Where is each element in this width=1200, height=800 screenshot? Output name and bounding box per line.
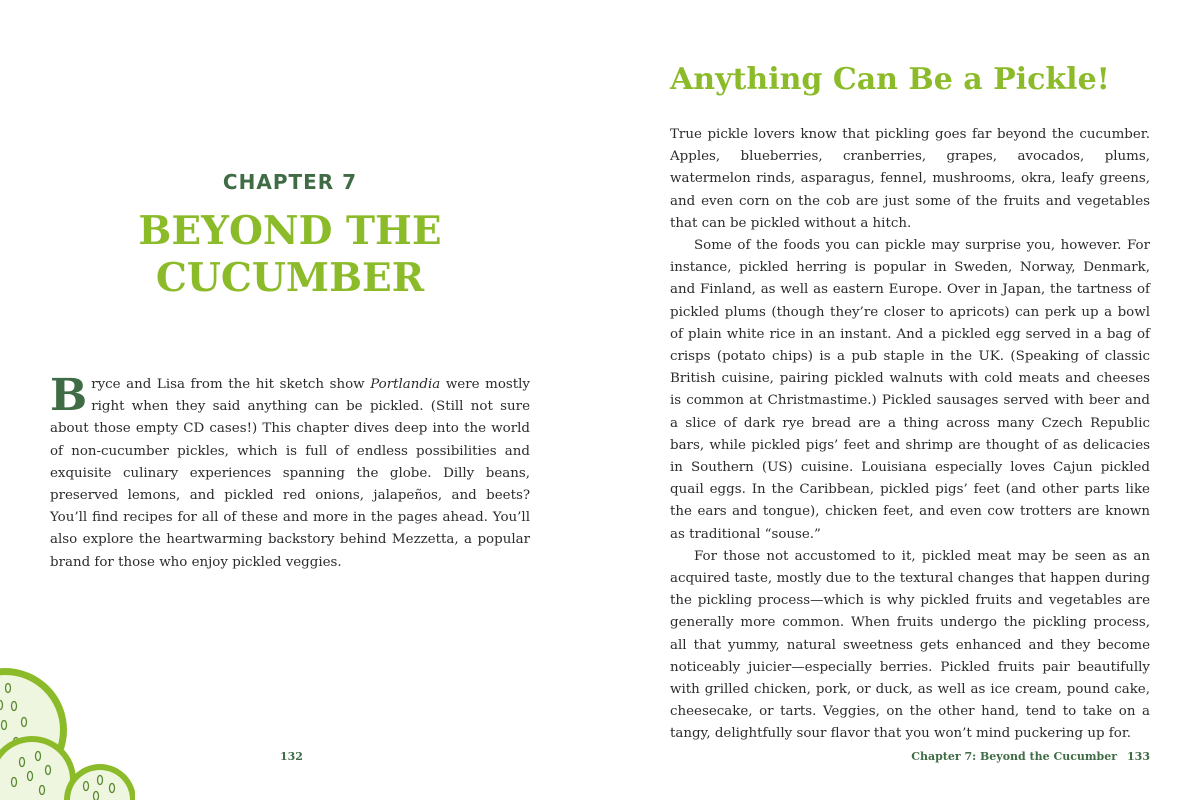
show-title: Portlandia [370, 377, 441, 392]
page-number-left: 132 [280, 750, 303, 763]
intro-text-start: ryce and Lisa from the hit sketch show [91, 377, 371, 392]
article-body [670, 124, 1150, 746]
chapter-title-line-2: CUCUMBER [155, 255, 425, 301]
article-title: Anything Can Be a Pickle! [670, 62, 1110, 97]
chapter-title [0, 208, 580, 302]
cucumber-slices-illustration [0, 650, 135, 800]
drop-cap: B [50, 370, 88, 421]
running-footer [911, 750, 1150, 763]
chapter-title-line-1: BEYOND THE [138, 208, 442, 254]
page-number-right: 133 [1127, 750, 1150, 763]
paragraph-1: True pickle lovers know that pickling goes far beyond the cucumber. Apples, blueberries, cranberries, grapes, avocados, plums, watermelon rinds, asparagus, fennel, mushrooms, okra, leafy greens, and even corn on the cob are just some of the fruits and vegetables that can be pickled without a hitch. [670, 127, 1150, 231]
right-page [600, 0, 1200, 800]
chapter-intro [50, 370, 530, 574]
footer-chapter-title: Chapter 7: Beyond the Cucumber [911, 750, 1118, 763]
chapter-label: CHAPTER 7 [222, 170, 358, 194]
intro-text-rest: were mostly right when they said anything can be pickled. (Still not sure about those empty CD cases!) This chapter dives deep into the world of non-cucumber pickles, which is full of endless possibilities and exquisite culinary experiences spanning the globe. Dilly beans, preserved lemons, and pickled red onions, jalapeños, and beets? You’ll find recipes for all of these and more in the pages ahead. You’ll also explore the heartwarming backstory behind Mezzetta, a popular brand for those who enjoy pickled veggies. [50, 377, 530, 570]
paragraph-2: Some of the foods you can pickle may surprise you, however. For instance, pickled herring is popular in Sweden, Norway, Denmark, and Finland, as well as eastern Europe. Over in Japan, the tartness of pickled plums (though they’re closer to apricots) can perk up a bowl of plain white rice in an instant. And a pickled egg served in a bag of crisps (potato chips) is a pub staple in the UK. (Speaking of classic British cuisine, pairing pickled walnuts with cold meats and cheeses is common at Christmastime.) Pickled sausages served with beer and a slice of dark rye bread are a thing across many Czech Republic bars, while pickled pigs’ feet and shrimp are thought of as delicacies in Southern (US) cuisine. Louisiana especially loves Cajun pickled quail eggs. In the Caribbean, pickled pigs’ feet (and other parts like the ears and tongue), chicken feet, and even cow trotters are known as traditional “souse.” [670, 238, 1150, 542]
paragraph-3: For those not accustomed to it, pickled meat may be seen as an acquired taste, mostly due to the textural changes that happen during the pickling process—which is why pickled fruits and vegetables are generally more common. When fruits undergo the pickling process, all that yummy, natural sweetness gets enhanced and they become noticeably juicier—especially berries. Pickled fruits pair beautifully with grilled chicken, pork, or duck, as well as ice cream, pound cake, cheesecake, or tarts. Veggies, on the other hand, tend to take on a tangy, delightfully sour flavor that you won’t mind puckering up for. [670, 548, 1150, 742]
